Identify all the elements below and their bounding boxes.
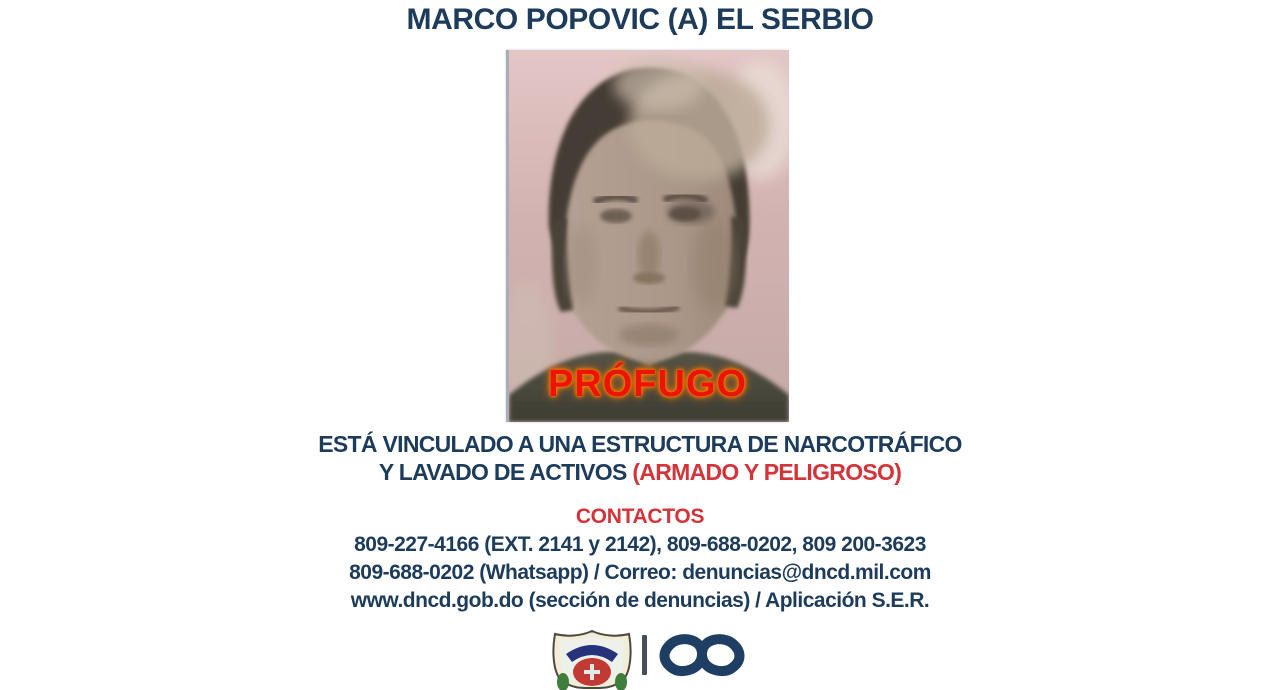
- contact-whatsapp-email: 809-688-0202 (Whatsapp) / Correo: denuncias@dncd.mil.com: [349, 561, 931, 584]
- statement-line2-navy: Y LAVADO DE ACTIVOS: [378, 459, 627, 485]
- contact-phones: 809-227-4166 (EXT. 2141 y 2142), 809-688-0202, 809 200-3623: [354, 533, 926, 556]
- contact-info: [0, 531, 1280, 615]
- profugo-stamp: PRÓFUGO: [547, 363, 748, 405]
- infinity-icon: [656, 628, 748, 680]
- statement-text: [0, 430, 1280, 486]
- contact-website-app: www.dncd.gob.do (sección de denuncias) / Aplicación S.E.R.: [350, 589, 930, 612]
- logo-divider: [642, 635, 647, 675]
- statement-line2: [0, 458, 1280, 486]
- statement-line1: ESTÁ VINCULADO A UNA ESTRUCTURA DE NARCOTRÁFICO: [318, 431, 962, 457]
- dncd-shield-icon: [551, 628, 633, 690]
- contacts-heading: CONTACTOS: [575, 505, 705, 528]
- statement-line2-warning: (ARMADO Y PELIGROSO): [626, 459, 902, 485]
- page-title: MARCO POPOVIC (A) EL SERBIO: [406, 3, 874, 36]
- wanted-photo: [506, 50, 786, 422]
- footer-logos: [0, 628, 1280, 662]
